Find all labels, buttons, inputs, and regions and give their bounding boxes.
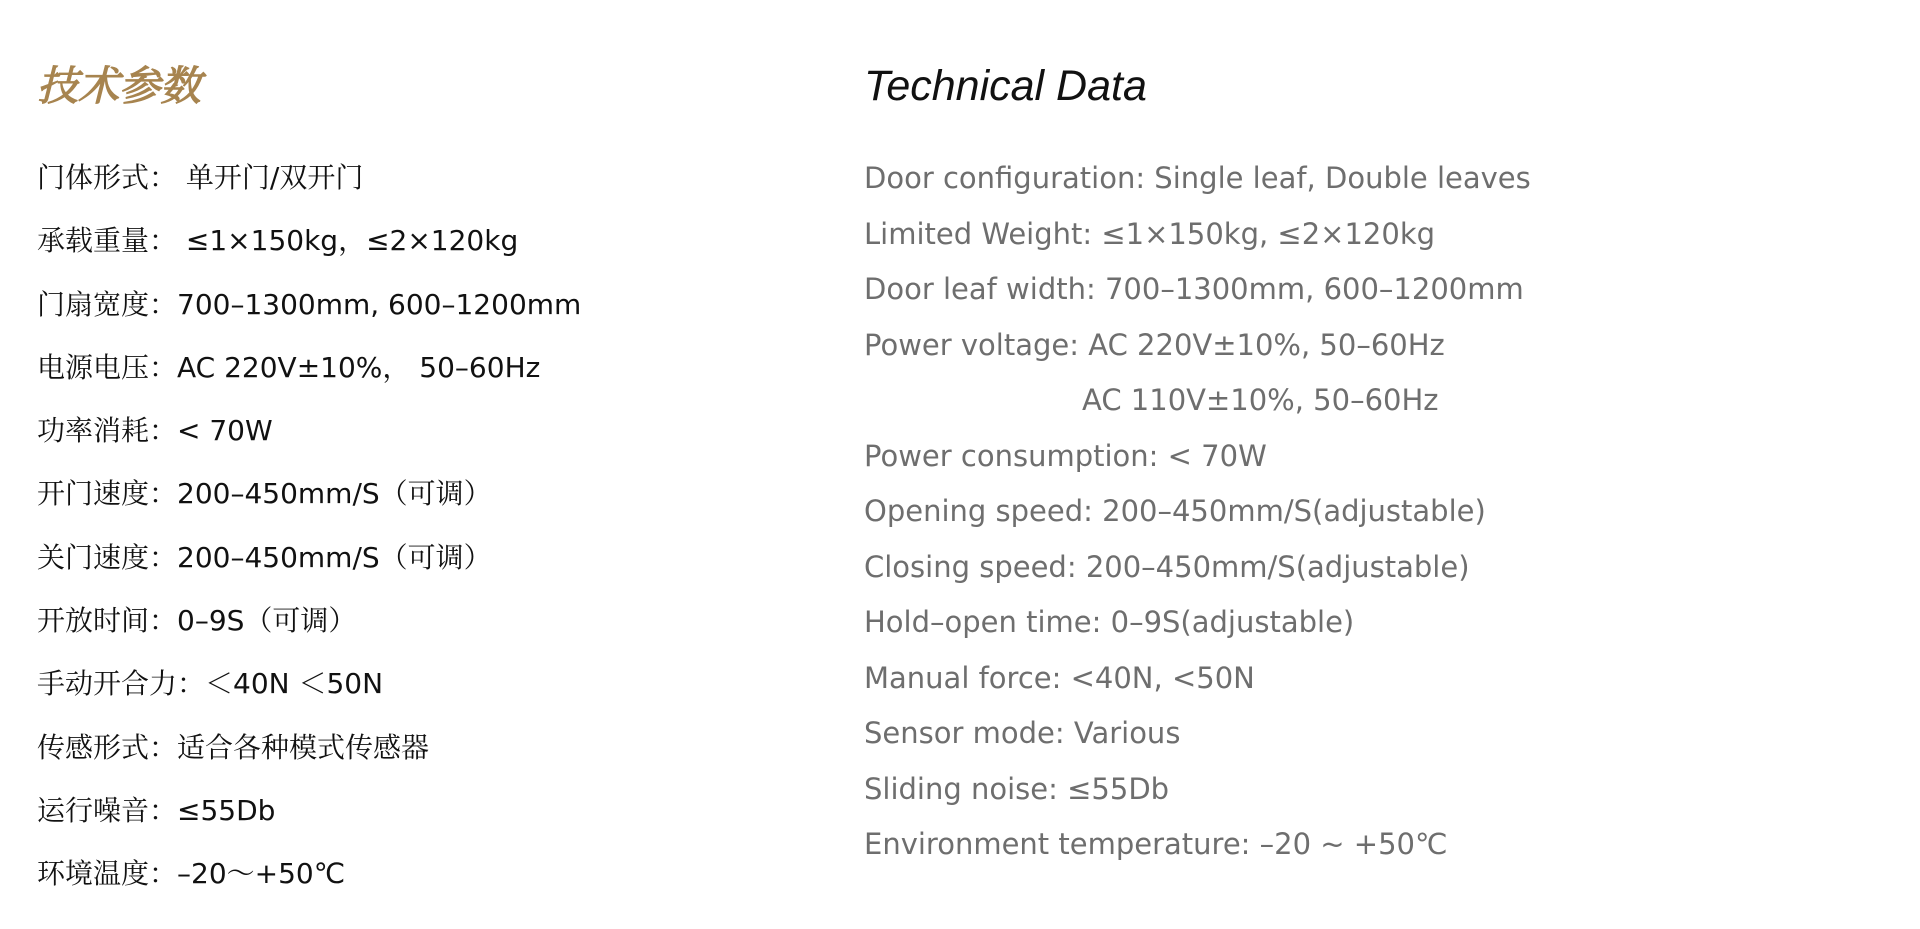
- spec-door-configuration: Door configuration: Single leaf, Double leaves: [864, 161, 1531, 195]
- english-title: Technical Data: [864, 62, 1147, 110]
- spec-load-weight-cn: 承载重量： ≤1×150kg，≤2×120kg: [37, 224, 519, 258]
- spec-leaf-width-cn: 门扇宽度：700–1300mm, 600–1200mm: [37, 287, 582, 321]
- spec-sliding-noise: Sliding noise: ≤55Db: [864, 771, 1170, 806]
- chinese-title: 技术参数: [37, 62, 201, 110]
- spec-power-voltage: Power voltage: AC 220V±10%, 50–60Hz: [864, 327, 1445, 362]
- spec-closing-speed-cn: 关门速度：200–450mm/S（可调）: [37, 540, 492, 574]
- spec-power-consumption-cn: 功率消耗：< 70W: [37, 414, 273, 448]
- spec-noise-cn: 运行噪音：≤55Db: [37, 793, 276, 827]
- spec-sensor-mode: Sensor mode: Various: [864, 716, 1181, 750]
- spec-environment-temperature: Environment temperature: –20 ~ +50℃: [864, 827, 1448, 861]
- spec-manual-force: Manual force: <40N, <50N: [864, 660, 1255, 695]
- spec-closing-speed: Closing speed: 200–450mm/S(adjustable): [864, 549, 1470, 584]
- spec-power-voltage-alt-value: AC 110V±10%, 50–60Hz: [1082, 383, 1439, 417]
- chinese-spec-list: [37, 153, 581, 913]
- spec-hold-open-time-cn: 开放时间：0–9S（可调）: [37, 604, 357, 638]
- spec-opening-speed-cn: 开门速度：200–450mm/S（可调）: [37, 477, 492, 511]
- spec-sensor-mode-cn: 传感形式：适合各种模式传感器: [37, 730, 430, 764]
- spec-temperature-cn: 环境温度：–20～+50℃: [37, 857, 346, 891]
- spec-manual-force-cn: 手动开合力：＜40N ＜50N: [37, 667, 384, 701]
- spec-opening-speed: Opening speed: 200–450mm/S(adjustable): [864, 494, 1486, 528]
- spec-door-type-cn: 门体形式： 单开门/双开门: [37, 161, 364, 194]
- spec-hold-open-time: Hold–open time: 0–9S(adjustable): [864, 605, 1355, 639]
- spec-limited-weight: Limited Weight: ≤1×150kg, ≤2×120kg: [864, 216, 1436, 251]
- spec-door-leaf-width: Door leaf width: 700–1300mm, 600–1200mm: [864, 272, 1524, 306]
- spec-power-consumption: Power consumption: < 70W: [864, 438, 1267, 473]
- english-spec-list: [864, 155, 1531, 877]
- spec-power-voltage-alt: [864, 377, 1531, 433]
- spec-power-voltage-cn: 电源电压：AC 220V±10%， 50–60Hz: [37, 350, 541, 384]
